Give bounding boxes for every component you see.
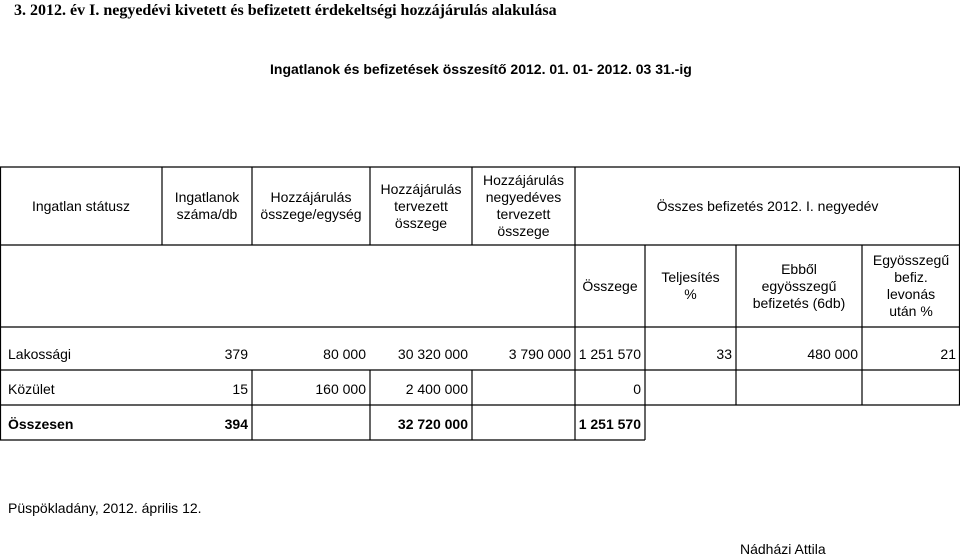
table-row: [0, 381, 960, 399]
header-fulfillment: Teljesítés %: [661, 269, 720, 302]
cell-planned: 2 400 000: [405, 381, 468, 397]
cell-unit: 160 000: [315, 381, 366, 397]
header-quarterly: Hozzájárulás negyedéves tervezett összege: [483, 172, 564, 239]
cell-count: 394: [224, 416, 248, 432]
cell-unit: 80 000: [323, 346, 366, 362]
cell-status: Lakossági: [8, 346, 72, 362]
cell-lump-pct: 21: [940, 346, 956, 362]
header-unit-amount: Hozzájárulás összege/egység: [260, 189, 362, 222]
cell-quarterly: 3 790 000: [508, 346, 571, 362]
cell-paid: 0: [633, 381, 641, 397]
cell-paid: 1 251 570: [578, 346, 641, 362]
cell-pct: 33: [716, 346, 732, 362]
cell-status: Összesen: [8, 416, 74, 432]
document-heading: 3. 2012. év I. negyedévi kivetett és befizetett érdekeltségi hozzájárulás alakulása: [14, 2, 557, 19]
cell-status: Közület: [8, 381, 55, 397]
header-planned: Hozzájárulás tervezett összege: [380, 180, 462, 231]
table-row-total: [0, 416, 960, 434]
signatory-name: Nádházi Attila: [740, 541, 826, 557]
cell-planned: 32 720 000: [397, 416, 468, 432]
header-lump-pct: Egyösszegű befiz. levonás után %: [872, 252, 950, 319]
header-lump-payment: Ebből egyösszegű befizetés (6db): [752, 260, 846, 311]
header-amount: Összege: [582, 277, 638, 294]
cell-planned: 30 320 000: [397, 346, 468, 362]
cell-count: 15: [232, 381, 248, 397]
cell-count: 379: [224, 346, 248, 362]
table-row: [0, 346, 960, 364]
cell-paid: 1 251 570: [578, 416, 641, 432]
place-date: Püspökladány, 2012. április 12.: [8, 500, 202, 516]
header-payments-group: Összes befizetés 2012. I. negyedév: [656, 197, 879, 214]
cell-lump: 480 000: [807, 346, 858, 362]
header-status: Ingatlan státusz: [31, 197, 131, 214]
header-count: Ingatlanok száma/db: [174, 189, 240, 222]
table-subtitle: Ingatlanok és befizetések összesítő 2012. 01. 01- 2012. 03 31.-ig: [270, 61, 692, 77]
